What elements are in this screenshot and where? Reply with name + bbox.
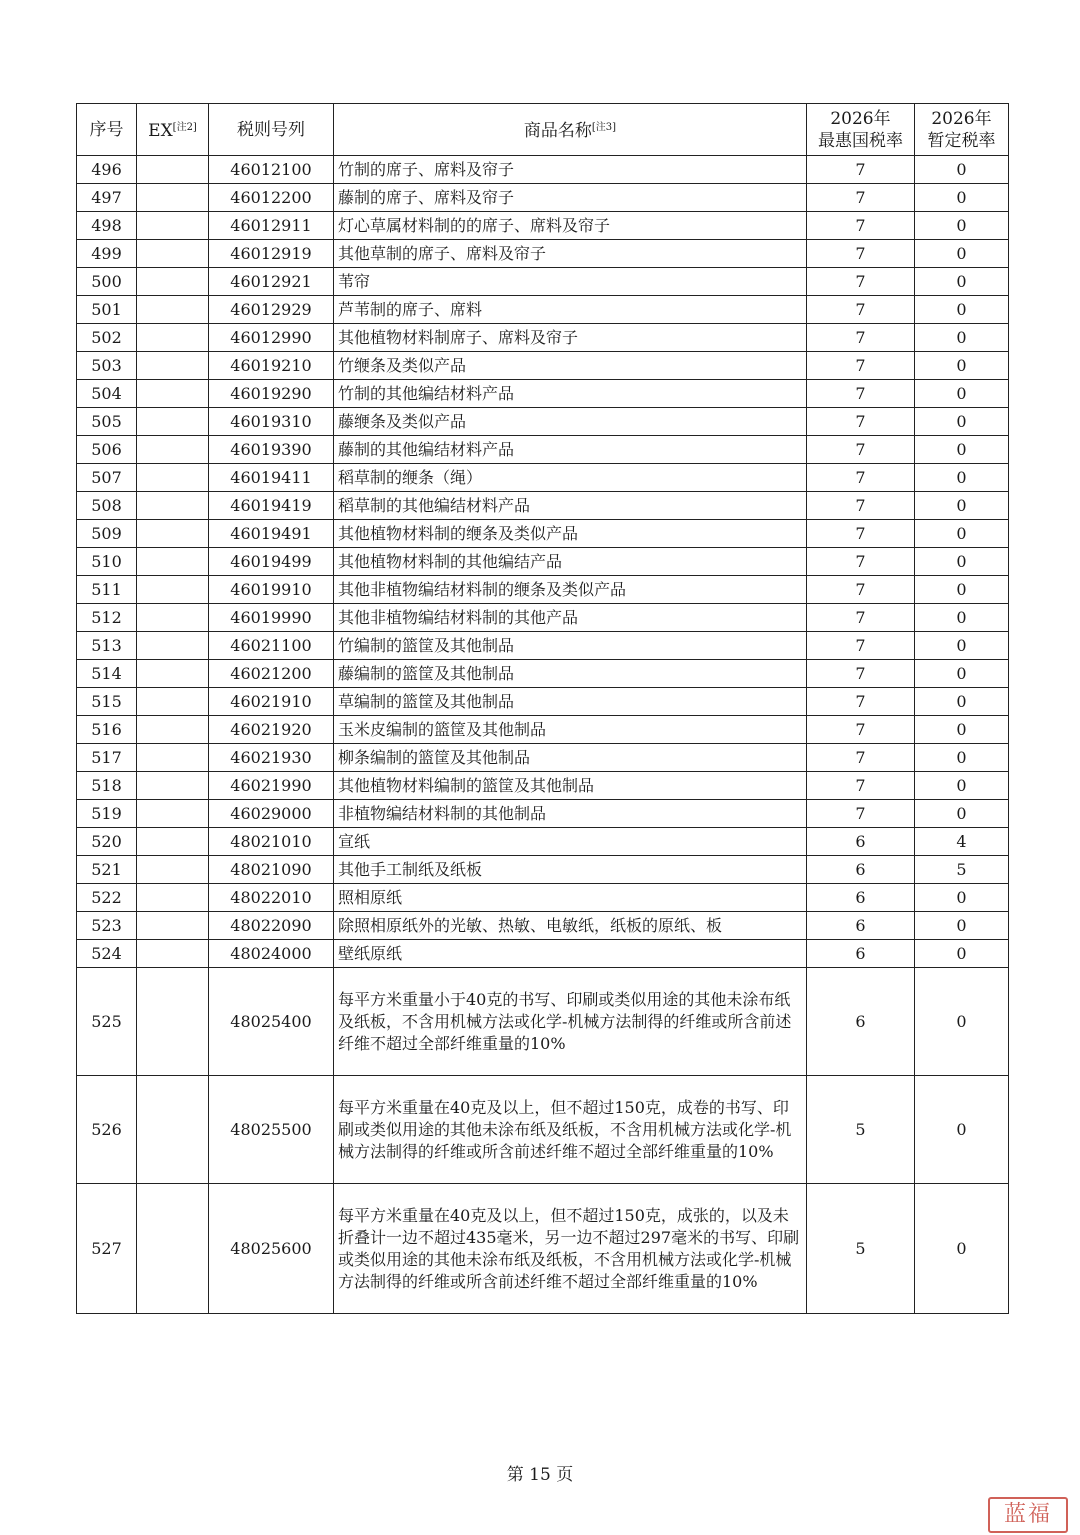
- cell-provisional-rate: 0: [915, 1076, 1009, 1184]
- cell-ex: [137, 856, 209, 884]
- cell-seq: 508: [77, 492, 137, 520]
- cell-name: 竹缏条及类似产品: [334, 352, 807, 380]
- cell-name: 非植物编结材料制的其他制品: [334, 800, 807, 828]
- cell-code: 46021200: [209, 660, 334, 688]
- header-seq: 序号: [77, 104, 137, 156]
- cell-code: 46019910: [209, 576, 334, 604]
- cell-seq: 519: [77, 800, 137, 828]
- cell-seq: 505: [77, 408, 137, 436]
- table-header-row: [77, 104, 1009, 156]
- cell-mfn-rate: 7: [807, 156, 915, 184]
- table-row: [77, 1184, 1009, 1314]
- cell-provisional-rate: 0: [915, 212, 1009, 240]
- cell-seq: 502: [77, 324, 137, 352]
- cell-ex: [137, 464, 209, 492]
- cell-name: 藤缏条及类似产品: [334, 408, 807, 436]
- cell-ex: [137, 800, 209, 828]
- cell-name: 竹制的其他编结材料产品: [334, 380, 807, 408]
- cell-ex: [137, 912, 209, 940]
- cell-provisional-rate: 0: [915, 772, 1009, 800]
- cell-name: 其他植物材料制的其他编结产品: [334, 548, 807, 576]
- cell-mfn-rate: 7: [807, 296, 915, 324]
- cell-name: 灯心草属材料制的的席子、席料及帘子: [334, 212, 807, 240]
- cell-ex: [137, 1076, 209, 1184]
- cell-code: 46012100: [209, 156, 334, 184]
- cell-mfn-rate: 7: [807, 688, 915, 716]
- cell-mfn-rate: 7: [807, 436, 915, 464]
- cell-seq: 507: [77, 464, 137, 492]
- cell-seq: 518: [77, 772, 137, 800]
- cell-ex: [137, 688, 209, 716]
- cell-name: 每平方米重量在40克及以上，但不超过150克，成张的，以及未折叠计一边不超过435毫米，另一边不超过297毫米的书写、印刷或类似用途的其他未涂布纸及纸板，不含用机械方法或化学-机械方法制得的纤维或所含前述纤维不超过全部纤维重量的10%: [334, 1184, 807, 1314]
- table-row: [77, 380, 1009, 408]
- table-row: [77, 240, 1009, 268]
- cell-name: 芦苇制的席子、席料: [334, 296, 807, 324]
- cell-seq: 513: [77, 632, 137, 660]
- cell-seq: 516: [77, 716, 137, 744]
- cell-provisional-rate: 0: [915, 688, 1009, 716]
- cell-name: 壁纸原纸: [334, 940, 807, 968]
- table-row: [77, 688, 1009, 716]
- cell-mfn-rate: 6: [807, 884, 915, 912]
- table-row: [77, 884, 1009, 912]
- cell-name: 其他植物材料制的缏条及类似产品: [334, 520, 807, 548]
- table-row: [77, 436, 1009, 464]
- table-row: [77, 800, 1009, 828]
- cell-code: 48022010: [209, 884, 334, 912]
- table-row: [77, 940, 1009, 968]
- cell-code: 46012911: [209, 212, 334, 240]
- cell-code: 48021090: [209, 856, 334, 884]
- cell-mfn-rate: 5: [807, 1076, 915, 1184]
- cell-provisional-rate: 0: [915, 1184, 1009, 1314]
- table-row: [77, 548, 1009, 576]
- cell-code: 46021920: [209, 716, 334, 744]
- cell-name: 藤制的其他编结材料产品: [334, 436, 807, 464]
- cell-provisional-rate: 0: [915, 184, 1009, 212]
- cell-name: 其他非植物编结材料制的缏条及类似产品: [334, 576, 807, 604]
- cell-ex: [137, 492, 209, 520]
- cell-name: 竹制的席子、席料及帘子: [334, 156, 807, 184]
- cell-seq: 511: [77, 576, 137, 604]
- cell-provisional-rate: 0: [915, 576, 1009, 604]
- cell-name: 柳条编制的篮筐及其他制品: [334, 744, 807, 772]
- cell-seq: 500: [77, 268, 137, 296]
- cell-ex: [137, 352, 209, 380]
- cell-provisional-rate: 0: [915, 492, 1009, 520]
- cell-ex: [137, 156, 209, 184]
- cell-provisional-rate: 0: [915, 548, 1009, 576]
- cell-name: 稻草制的其他编结材料产品: [334, 492, 807, 520]
- tariff-table-container: [76, 103, 1008, 1314]
- cell-mfn-rate: 7: [807, 492, 915, 520]
- cell-provisional-rate: 5: [915, 856, 1009, 884]
- cell-provisional-rate: 0: [915, 380, 1009, 408]
- cell-provisional-rate: 0: [915, 744, 1009, 772]
- cell-ex: [137, 184, 209, 212]
- cell-provisional-rate: 0: [915, 632, 1009, 660]
- cell-provisional-rate: 0: [915, 240, 1009, 268]
- header-provisional-rate: 2026年 暂定税率: [915, 104, 1009, 156]
- cell-code: 48025500: [209, 1076, 334, 1184]
- cell-mfn-rate: 7: [807, 324, 915, 352]
- table-row: [77, 268, 1009, 296]
- table-row: [77, 212, 1009, 240]
- cell-code: 46019210: [209, 352, 334, 380]
- cell-provisional-rate: 0: [915, 352, 1009, 380]
- table-row: [77, 744, 1009, 772]
- table-row: [77, 604, 1009, 632]
- cell-name: 除照相原纸外的光敏、热敏、电敏纸，纸板的原纸、板: [334, 912, 807, 940]
- cell-provisional-rate: 0: [915, 940, 1009, 968]
- cell-name: 草编制的篮筐及其他制品: [334, 688, 807, 716]
- cell-mfn-rate: 7: [807, 408, 915, 436]
- cell-ex: [137, 212, 209, 240]
- cell-ex: [137, 380, 209, 408]
- table-row: [77, 296, 1009, 324]
- cell-provisional-rate: 0: [915, 968, 1009, 1076]
- cell-seq: 512: [77, 604, 137, 632]
- cell-code: 46021910: [209, 688, 334, 716]
- cell-seq: 509: [77, 520, 137, 548]
- cell-ex: [137, 828, 209, 856]
- cell-ex: [137, 268, 209, 296]
- cell-ex: [137, 240, 209, 268]
- cell-name: 玉米皮编制的篮筐及其他制品: [334, 716, 807, 744]
- cell-provisional-rate: 0: [915, 408, 1009, 436]
- watermark-seal: 蓝福: [988, 1497, 1068, 1533]
- cell-ex: [137, 604, 209, 632]
- cell-code: 46019310: [209, 408, 334, 436]
- cell-mfn-rate: 5: [807, 1184, 915, 1314]
- cell-seq: 517: [77, 744, 137, 772]
- cell-seq: 515: [77, 688, 137, 716]
- cell-ex: [137, 576, 209, 604]
- cell-mfn-rate: 7: [807, 604, 915, 632]
- table-row: [77, 828, 1009, 856]
- cell-provisional-rate: 0: [915, 464, 1009, 492]
- header-name-note: [注3]: [591, 122, 617, 133]
- cell-name: 藤编制的篮筐及其他制品: [334, 660, 807, 688]
- cell-code: 48022090: [209, 912, 334, 940]
- cell-provisional-rate: 0: [915, 800, 1009, 828]
- cell-seq: 526: [77, 1076, 137, 1184]
- table-row: [77, 856, 1009, 884]
- table-row: [77, 156, 1009, 184]
- cell-seq: 506: [77, 436, 137, 464]
- table-row: [77, 408, 1009, 436]
- cell-mfn-rate: 7: [807, 352, 915, 380]
- cell-seq: 501: [77, 296, 137, 324]
- cell-ex: [137, 1184, 209, 1314]
- cell-code: 46019419: [209, 492, 334, 520]
- cell-mfn-rate: 6: [807, 968, 915, 1076]
- table-row: [77, 324, 1009, 352]
- cell-name: 稻草制的缏条（绳）: [334, 464, 807, 492]
- tariff-table-body: [77, 156, 1009, 1314]
- cell-mfn-rate: 7: [807, 744, 915, 772]
- table-row: [77, 352, 1009, 380]
- cell-mfn-rate: 7: [807, 660, 915, 688]
- table-row: [77, 716, 1009, 744]
- cell-name: 其他手工制纸及纸板: [334, 856, 807, 884]
- cell-seq: 499: [77, 240, 137, 268]
- cell-ex: [137, 968, 209, 1076]
- cell-mfn-rate: 7: [807, 800, 915, 828]
- cell-mfn-rate: 6: [807, 828, 915, 856]
- cell-provisional-rate: 0: [915, 716, 1009, 744]
- cell-code: 48025600: [209, 1184, 334, 1314]
- cell-code: 46019499: [209, 548, 334, 576]
- table-row: [77, 520, 1009, 548]
- cell-name: 照相原纸: [334, 884, 807, 912]
- cell-seq: 496: [77, 156, 137, 184]
- cell-mfn-rate: 7: [807, 632, 915, 660]
- cell-mfn-rate: 7: [807, 716, 915, 744]
- table-row: [77, 576, 1009, 604]
- cell-ex: [137, 324, 209, 352]
- cell-provisional-rate: 4: [915, 828, 1009, 856]
- cell-ex: [137, 548, 209, 576]
- header-mfn-rate: 2026年 最惠国税率: [807, 104, 915, 156]
- cell-code: 46019411: [209, 464, 334, 492]
- cell-seq: 504: [77, 380, 137, 408]
- cell-mfn-rate: 7: [807, 268, 915, 296]
- cell-code: 46019390: [209, 436, 334, 464]
- cell-seq: 514: [77, 660, 137, 688]
- cell-provisional-rate: 0: [915, 520, 1009, 548]
- table-row: [77, 1076, 1009, 1184]
- table-row: [77, 912, 1009, 940]
- cell-mfn-rate: 7: [807, 464, 915, 492]
- header-ex: EX[注2]: [137, 104, 209, 156]
- cell-mfn-rate: 7: [807, 772, 915, 800]
- cell-code: 48025400: [209, 968, 334, 1076]
- cell-mfn-rate: 7: [807, 240, 915, 268]
- cell-code: 46012929: [209, 296, 334, 324]
- cell-code: 46021100: [209, 632, 334, 660]
- table-row: [77, 772, 1009, 800]
- cell-ex: [137, 940, 209, 968]
- cell-ex: [137, 520, 209, 548]
- cell-mfn-rate: 7: [807, 520, 915, 548]
- cell-code: 46012200: [209, 184, 334, 212]
- cell-mfn-rate: 6: [807, 856, 915, 884]
- cell-code: 46019491: [209, 520, 334, 548]
- cell-seq: 522: [77, 884, 137, 912]
- table-row: [77, 184, 1009, 212]
- cell-name: 其他非植物编结材料制的其他产品: [334, 604, 807, 632]
- cell-provisional-rate: 0: [915, 604, 1009, 632]
- cell-name: 每平方米重量小于40克的书写、印刷或类似用途的其他未涂布纸及纸板，不含用机械方法或化学-机械方法制得的纤维或所含前述纤维不超过全部纤维重量的10%: [334, 968, 807, 1076]
- cell-ex: [137, 772, 209, 800]
- cell-name: 其他植物材料制席子、席料及帘子: [334, 324, 807, 352]
- cell-ex: [137, 408, 209, 436]
- cell-code: 46029000: [209, 800, 334, 828]
- cell-code: 46012919: [209, 240, 334, 268]
- cell-ex: [137, 716, 209, 744]
- table-row: [77, 968, 1009, 1076]
- header-code: 税则号列: [209, 104, 334, 156]
- table-row: [77, 492, 1009, 520]
- cell-provisional-rate: 0: [915, 660, 1009, 688]
- cell-seq: 523: [77, 912, 137, 940]
- cell-provisional-rate: 0: [915, 156, 1009, 184]
- header-name: 商品名称[注3]: [334, 104, 807, 156]
- cell-mfn-rate: 6: [807, 912, 915, 940]
- cell-code: 46019990: [209, 604, 334, 632]
- cell-name: 藤制的席子、席料及帘子: [334, 184, 807, 212]
- cell-code: 46019290: [209, 380, 334, 408]
- cell-seq: 498: [77, 212, 137, 240]
- cell-name: 其他草制的席子、席料及帘子: [334, 240, 807, 268]
- cell-seq: 497: [77, 184, 137, 212]
- cell-seq: 510: [77, 548, 137, 576]
- cell-mfn-rate: 7: [807, 576, 915, 604]
- cell-code: 46021990: [209, 772, 334, 800]
- table-row: [77, 660, 1009, 688]
- cell-provisional-rate: 0: [915, 912, 1009, 940]
- cell-code: 48024000: [209, 940, 334, 968]
- cell-name: 每平方米重量在40克及以上，但不超过150克，成卷的书写、印刷或类似用途的其他未涂布纸及纸板，不含用机械方法或化学-机械方法制得的纤维或所含前述纤维不超过全部纤维重量的10%: [334, 1076, 807, 1184]
- cell-ex: [137, 660, 209, 688]
- table-row: [77, 464, 1009, 492]
- cell-code: 46012921: [209, 268, 334, 296]
- cell-mfn-rate: 7: [807, 184, 915, 212]
- cell-name: 其他植物材料编制的篮筐及其他制品: [334, 772, 807, 800]
- header-ex-note: [注2]: [172, 122, 197, 133]
- cell-seq: 525: [77, 968, 137, 1076]
- cell-code: 46021930: [209, 744, 334, 772]
- cell-mfn-rate: 7: [807, 548, 915, 576]
- cell-ex: [137, 436, 209, 464]
- cell-seq: 503: [77, 352, 137, 380]
- cell-provisional-rate: 0: [915, 296, 1009, 324]
- cell-name: 宣纸: [334, 828, 807, 856]
- cell-mfn-rate: 7: [807, 212, 915, 240]
- cell-name: 苇帘: [334, 268, 807, 296]
- cell-seq: 527: [77, 1184, 137, 1314]
- cell-ex: [137, 884, 209, 912]
- cell-mfn-rate: 7: [807, 380, 915, 408]
- cell-code: 46012990: [209, 324, 334, 352]
- cell-ex: [137, 296, 209, 324]
- cell-seq: 520: [77, 828, 137, 856]
- cell-seq: 521: [77, 856, 137, 884]
- cell-seq: 524: [77, 940, 137, 968]
- cell-provisional-rate: 0: [915, 436, 1009, 464]
- page-number: 第 15 页: [506, 1465, 574, 1485]
- cell-name: 竹编制的篮筐及其他制品: [334, 632, 807, 660]
- cell-provisional-rate: 0: [915, 884, 1009, 912]
- table-row: [77, 632, 1009, 660]
- tariff-table: [76, 103, 1009, 1314]
- cell-code: 48021010: [209, 828, 334, 856]
- cell-mfn-rate: 6: [807, 940, 915, 968]
- cell-ex: [137, 632, 209, 660]
- cell-provisional-rate: 0: [915, 268, 1009, 296]
- cell-ex: [137, 744, 209, 772]
- cell-provisional-rate: 0: [915, 324, 1009, 352]
